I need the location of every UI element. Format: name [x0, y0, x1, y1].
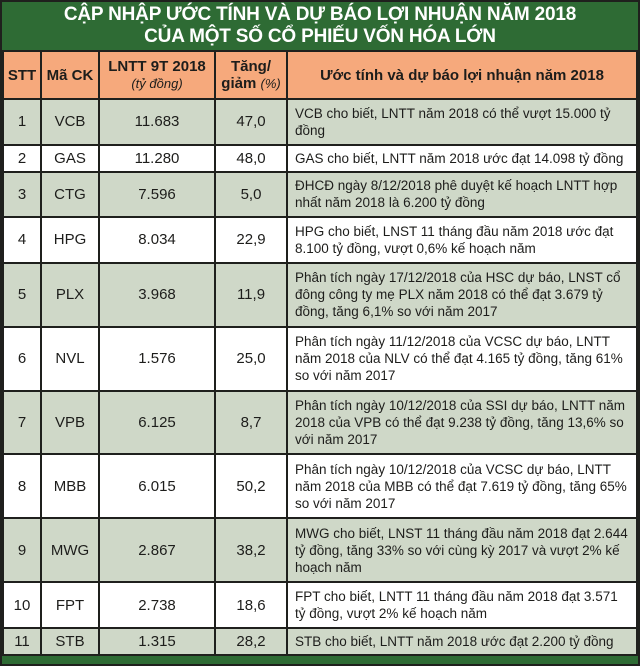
table-header: [3, 51, 637, 99]
column-header-change-label-line2: [218, 75, 284, 92]
cell-forecast-note: GAS cho biết, LNTT năm 2018 ước đạt 14.098 tỷ đồng: [287, 145, 637, 172]
cell-change: 48,0: [215, 145, 287, 172]
column-header-ticker: [41, 51, 99, 99]
cell-ticker: VPB: [41, 391, 99, 455]
cell-ticker: MWG: [41, 518, 99, 582]
cell-ticker: NVL: [41, 327, 99, 391]
cell-forecast-note: MWG cho biết, LNST 11 tháng đầu năm 2018 đạt 2.644 tỷ đồng, tăng 33% so với cùng kỳ 2017 và vượt 2% kế hoạch năm: [287, 518, 637, 582]
cell-stt: 5: [3, 263, 41, 327]
column-header-change: [215, 51, 287, 99]
table-row: [3, 217, 637, 263]
cell-lntt: 2.738: [99, 582, 215, 628]
cell-stt: 10: [3, 582, 41, 628]
cell-forecast-note: Phân tích ngày 17/12/2018 của HSC dự báo, LNST cổ đông công ty mẹ PLX năm 2018 có thể đạt 3.679 tỷ đồng, tăng 6,1% so với năm 2017: [287, 263, 637, 327]
cell-change: 22,9: [215, 217, 287, 263]
cell-stt: 2: [3, 145, 41, 172]
column-header-forecast: [287, 51, 637, 99]
cell-stt: 11: [3, 628, 41, 655]
cell-lntt: 11.683: [99, 99, 215, 145]
cell-change: 5,0: [215, 172, 287, 218]
table-row: [3, 327, 637, 391]
column-header-forecast-label: Ước tính và dự báo lợi nhuận năm 2018: [320, 66, 604, 84]
cell-lntt: 1.315: [99, 628, 215, 655]
cell-lntt: 7.596: [99, 172, 215, 218]
cell-lntt: 1.576: [99, 327, 215, 391]
cell-change: 28,2: [215, 628, 287, 655]
cell-forecast-note: Phân tích ngày 10/12/2018 của VCSC dự báo, LNTT năm 2018 của MBB có thể đạt 7.619 tỷ đồng, tăng 65% so với năm 2017: [287, 454, 637, 518]
title-line-2: CỦA MỘT SỐ CỔ PHIẾU VỐN HÓA LỚN: [144, 26, 496, 47]
cell-lntt: 6.015: [99, 454, 215, 518]
cell-stt: 6: [3, 327, 41, 391]
cell-forecast-note: VCB cho biết, LNTT năm 2018 có thể vượt 15.000 tỷ đồng: [287, 99, 637, 145]
table-body: [3, 99, 637, 655]
cell-change: 18,6: [215, 582, 287, 628]
cell-change: 47,0: [215, 99, 287, 145]
table-container: [2, 50, 638, 656]
column-header-change-word: giảm: [221, 75, 257, 92]
cell-stt: 9: [3, 518, 41, 582]
column-header-ticker-label: Mã CK: [46, 66, 94, 84]
cell-stt: 8: [3, 454, 41, 518]
table-row: [3, 454, 637, 518]
cell-lntt: 2.867: [99, 518, 215, 582]
cell-change: 38,2: [215, 518, 287, 582]
table-row: [3, 582, 637, 628]
cell-ticker: STB: [41, 628, 99, 655]
column-header-lntt-unit: (tỷ đồng): [131, 76, 183, 91]
table-row: [3, 391, 637, 455]
cell-forecast-note: FPT cho biết, LNTT 11 tháng đầu năm 2018 đạt 3.571 tỷ đồng, vượt 2% kế hoạch năm: [287, 582, 637, 628]
profit-forecast-table: [2, 50, 638, 656]
column-header-lntt-label: LNTT 9T 2018: [108, 58, 206, 75]
footer-strip: [2, 656, 638, 664]
table-row: [3, 145, 637, 172]
cell-lntt: 3.968: [99, 263, 215, 327]
cell-lntt: 6.125: [99, 391, 215, 455]
cell-ticker: HPG: [41, 217, 99, 263]
cell-stt: 7: [3, 391, 41, 455]
column-header-lntt: [99, 51, 215, 99]
table-row: [3, 263, 637, 327]
cell-forecast-note: HPG cho biết, LNST 11 tháng đầu năm 2018 ước đạt 8.100 tỷ đồng, vượt 0,6% kế hoạch năm: [287, 217, 637, 263]
cell-ticker: VCB: [41, 99, 99, 145]
cell-forecast-note: ĐHCĐ ngày 8/12/2018 phê duyệt kế hoạch LNTT hợp nhất năm 2018 là 6.200 tỷ đồng: [287, 172, 637, 218]
cell-lntt: 8.034: [99, 217, 215, 263]
cell-change: 11,9: [215, 263, 287, 327]
table-row: [3, 99, 637, 145]
cell-change: 25,0: [215, 327, 287, 391]
title-line-1: CẬP NHẬP ƯỚC TÍNH VÀ DỰ BÁO LỢI NHUẬN NĂM 2018: [63, 4, 577, 25]
cell-ticker: PLX: [41, 263, 99, 327]
column-header-change-unit: (%): [260, 76, 281, 91]
table-row: [3, 172, 637, 218]
cell-ticker: MBB: [41, 454, 99, 518]
cell-change: 8,7: [215, 391, 287, 455]
column-header-stt: [3, 51, 41, 99]
cell-forecast-note: STB cho biết, LNTT năm 2018 ước đạt 2.200 tỷ đồng: [287, 628, 637, 655]
header-row: [3, 51, 637, 99]
cell-stt: 3: [3, 172, 41, 218]
infographic-title: [2, 2, 638, 50]
cell-lntt: 11.280: [99, 145, 215, 172]
cell-ticker: GAS: [41, 145, 99, 172]
cell-stt: 4: [3, 217, 41, 263]
cell-forecast-note: Phân tích ngày 11/12/2018 của VCSC dự báo, LNTT năm 2018 của NLV có thể đạt 4.165 tỷ đồng, tăng 61% so với năm 2017: [287, 327, 637, 391]
table-row: [3, 518, 637, 582]
cell-ticker: FPT: [41, 582, 99, 628]
cell-stt: 1: [3, 99, 41, 145]
column-header-stt-label: STT: [7, 66, 37, 84]
column-header-change-label-line1: Tăng/: [231, 58, 271, 75]
table-row: [3, 628, 637, 655]
cell-forecast-note: Phân tích ngày 10/12/2018 của SSI dự báo, LNTT năm 2018 của VPB có thể đạt 9.238 tỷ đồng, tăng 13,6% so với năm 2017: [287, 391, 637, 455]
cell-change: 50,2: [215, 454, 287, 518]
cell-ticker: CTG: [41, 172, 99, 218]
